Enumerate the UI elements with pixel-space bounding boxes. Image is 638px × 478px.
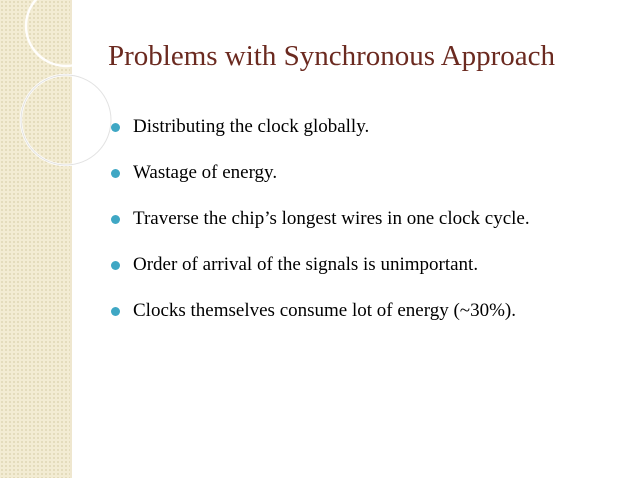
bullet-dot-icon [111,307,120,316]
list-item [108,206,530,252]
bullet-text: Distributing the clock globally. [133,116,370,137]
bullet-dot-icon [111,215,120,224]
bullet-text: Wastage of energy. [133,162,278,183]
list-item [108,252,530,298]
list-item [108,160,530,206]
bullet-list [108,114,530,344]
bullet-text: Order of arrival of the signals is unimportant. [133,254,479,275]
bullet-text: Traverse the chip’s longest wires in one clock cycle. [133,208,530,229]
bullet-dot-icon [111,261,120,270]
bullet-dot-icon [111,169,120,178]
side-panel-edge [70,0,72,478]
bullet-text: Clocks themselves consume lot of energy (~30%). [133,300,516,321]
decorative-side-panel [0,0,70,478]
list-item [108,298,530,344]
bullet-dot-icon [111,123,120,132]
slide-title: Problems with Synchronous Approach [108,40,556,72]
list-item [108,114,530,160]
